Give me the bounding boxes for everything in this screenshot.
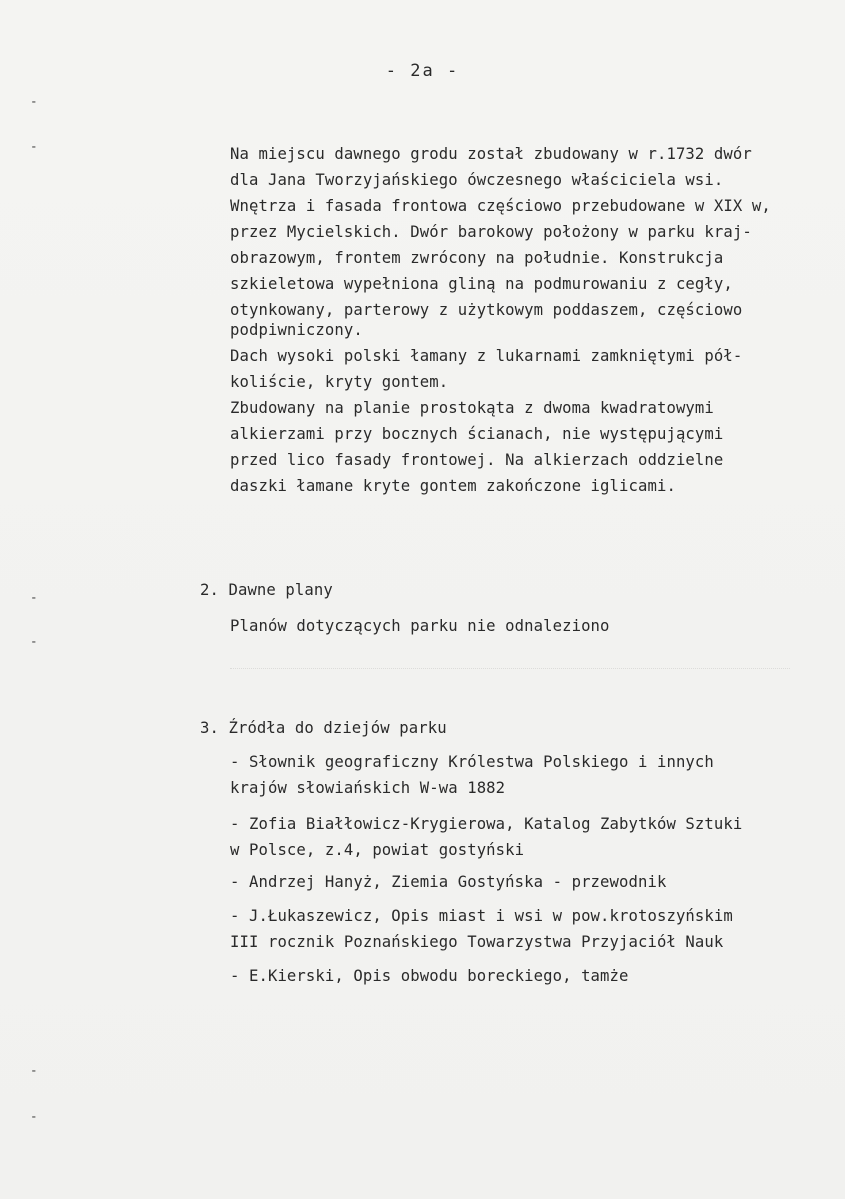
paragraph-line: obrazowym, frontem zwrócony na południe. Konstrukcja bbox=[230, 249, 724, 267]
paragraph-line: Dach wysoki polski łamany z lukarnami zamkniętymi pół- bbox=[230, 347, 743, 365]
section-heading: 3. Źródła do dziejów parku bbox=[200, 719, 447, 737]
margin-mark: ⁃ bbox=[31, 592, 37, 605]
paragraph-line: przez Mycielskich. Dwór barokowy położony w parku kraj- bbox=[230, 223, 752, 241]
section-heading: 2. Dawne plany bbox=[200, 581, 333, 599]
margin-mark: ⁃ bbox=[31, 141, 37, 154]
source-item-continuation: krajów słowiańskich W-wa 1882 bbox=[230, 779, 506, 797]
paragraph-line: szkieletowa wypełniona gliną na podmurowaniu z cegły, bbox=[230, 275, 733, 293]
page-number: - 2a - bbox=[385, 61, 460, 81]
source-item-continuation: III rocznik Poznańskiego Towarzystwa Przyjaciół Nauk bbox=[230, 933, 724, 951]
faint-divider bbox=[230, 668, 790, 670]
source-item: - Zofia Białłowicz-Krygierowa, Katalog Zabytków Sztuki bbox=[230, 815, 743, 833]
margin-mark: ⁃ bbox=[31, 1111, 37, 1124]
paragraph-line: alkierzami przy bocznych ścianach, nie występującymi bbox=[230, 425, 724, 443]
margin-mark: ⁃ bbox=[31, 96, 37, 109]
source-item: - Andrzej Hanyż, Ziemia Gostyńska - przewodnik bbox=[230, 873, 667, 891]
paragraph-line: Wnętrza i fasada frontowa częściowo przebudowane w XIX w, bbox=[230, 197, 771, 215]
paragraph-line: przed lico fasady frontowej. Na alkierzach oddzielne bbox=[230, 451, 724, 469]
margin-mark: ⁃ bbox=[31, 636, 37, 649]
paragraph-line: Na miejscu dawnego grodu został zbudowany w r.1732 dwór bbox=[230, 145, 752, 163]
margin-mark: ⁃ bbox=[31, 1065, 37, 1078]
paragraph-line: Zbudowany na planie prostokąta z dwoma kwadratowymi bbox=[230, 399, 714, 417]
source-item: - Słownik geograficzny Królestwa Polskiego i innych bbox=[230, 753, 714, 771]
paragraph-line: daszki łamane kryte gontem zakończone iglicami. bbox=[230, 477, 676, 495]
source-item: - J.Łukaszewicz, Opis miast i wsi w pow.krotoszyńskim bbox=[230, 907, 733, 925]
source-item-continuation: w Polsce, z.4, powiat gostyński bbox=[230, 841, 525, 859]
paragraph-line: dla Jana Tworzyjańskiego ówczesnego właściciela wsi. bbox=[230, 171, 724, 189]
paragraph-line: podpiwniczony. bbox=[230, 321, 363, 339]
section-text: Planów dotyczących parku nie odnaleziono bbox=[230, 617, 610, 635]
paragraph-line: otynkowany, parterowy z użytkowym poddaszem, częściowo bbox=[230, 301, 743, 319]
source-item: - E.Kierski, Opis obwodu boreckiego, tamże bbox=[230, 967, 629, 985]
paragraph-line: koliście, kryty gontem. bbox=[230, 373, 449, 391]
